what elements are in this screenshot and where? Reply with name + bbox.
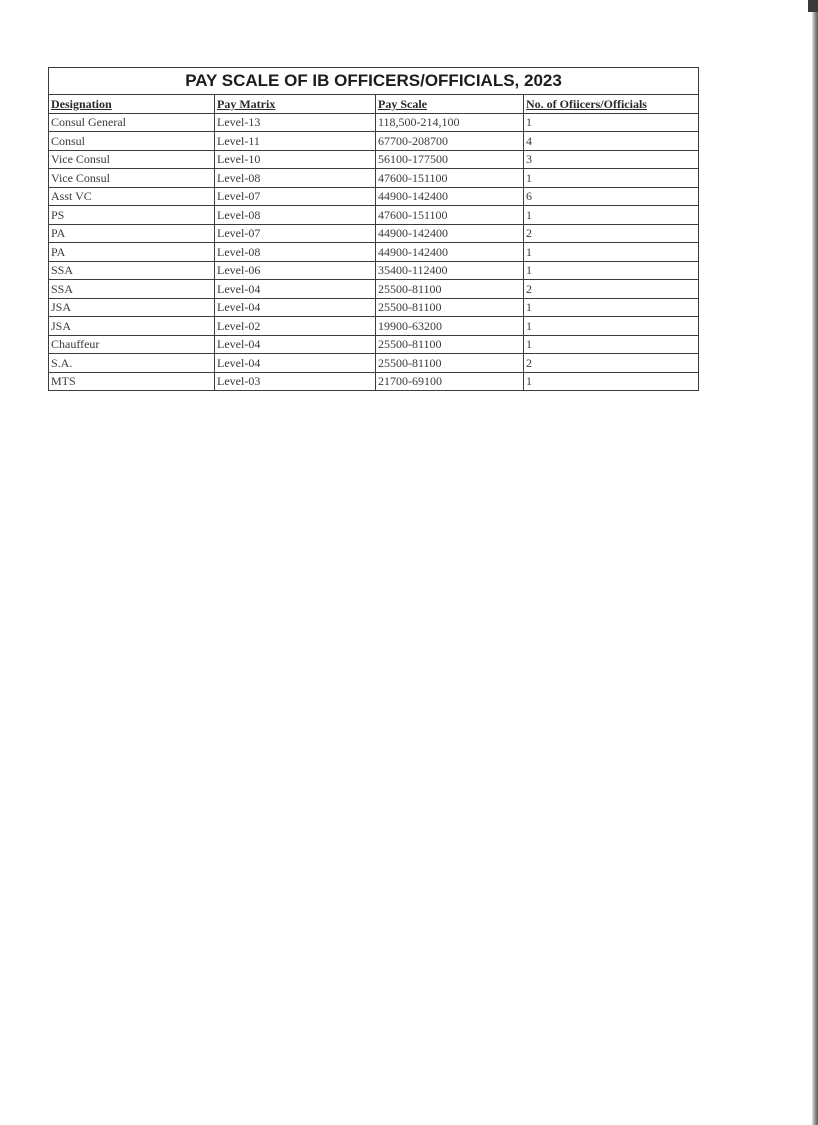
designation-cell: SSA bbox=[49, 280, 215, 299]
officer-count-cell: 1 bbox=[524, 243, 699, 262]
officer-count-cell: 1 bbox=[524, 261, 699, 280]
designation-cell: Vice Consul bbox=[49, 169, 215, 188]
designation-cell: Consul General bbox=[49, 113, 215, 132]
officer-count-cell: 6 bbox=[524, 187, 699, 206]
pay-matrix-cell: Level-13 bbox=[215, 113, 376, 132]
pay-matrix-cell: Level-11 bbox=[215, 132, 376, 151]
table-row bbox=[49, 298, 699, 317]
officer-count-cell: 1 bbox=[524, 372, 699, 391]
pay-matrix-cell: Level-10 bbox=[215, 150, 376, 169]
officer-count-cell: 3 bbox=[524, 150, 699, 169]
officer-count-cell: 1 bbox=[524, 206, 699, 225]
officer-count-cell: 1 bbox=[524, 113, 699, 132]
table-row bbox=[49, 150, 699, 169]
pay-scale-cell: 118,500-214,100 bbox=[376, 113, 524, 132]
pay-matrix-cell: Level-04 bbox=[215, 280, 376, 299]
pay-scale-cell: 25500-81100 bbox=[376, 298, 524, 317]
table-row bbox=[49, 224, 699, 243]
pay-matrix-cell: Level-08 bbox=[215, 243, 376, 262]
pay-scale-cell: 47600-151100 bbox=[376, 206, 524, 225]
pay-scale-cell: 44900-142400 bbox=[376, 243, 524, 262]
table-row bbox=[49, 335, 699, 354]
table-row bbox=[49, 187, 699, 206]
pay-scale-cell: 25500-81100 bbox=[376, 335, 524, 354]
column-header-officer-count: No. of Ofiicers/Officials bbox=[524, 95, 699, 114]
designation-cell: MTS bbox=[49, 372, 215, 391]
pay-matrix-cell: Level-08 bbox=[215, 169, 376, 188]
table-row bbox=[49, 132, 699, 151]
designation-cell: JSA bbox=[49, 317, 215, 336]
designation-cell: JSA bbox=[49, 298, 215, 317]
officer-count-cell: 1 bbox=[524, 298, 699, 317]
pay-scale-cell: 35400-112400 bbox=[376, 261, 524, 280]
pay-scale-table bbox=[48, 67, 699, 391]
pay-scale-cell: 25500-81100 bbox=[376, 280, 524, 299]
designation-cell: PA bbox=[49, 224, 215, 243]
table-row bbox=[49, 280, 699, 299]
pay-scale-cell: 19900-63200 bbox=[376, 317, 524, 336]
pay-scale-cell: 47600-151100 bbox=[376, 169, 524, 188]
pay-scale-cell: 21700-69100 bbox=[376, 372, 524, 391]
pay-scale-cell: 44900-142400 bbox=[376, 187, 524, 206]
designation-cell: Asst VC bbox=[49, 187, 215, 206]
table-row bbox=[49, 169, 699, 188]
pay-matrix-cell: Level-07 bbox=[215, 224, 376, 243]
pay-matrix-cell: Level-06 bbox=[215, 261, 376, 280]
column-header-pay-scale: Pay Scale bbox=[376, 95, 524, 114]
pay-matrix-cell: Level-02 bbox=[215, 317, 376, 336]
designation-cell: SSA bbox=[49, 261, 215, 280]
pay-matrix-cell: Level-04 bbox=[215, 335, 376, 354]
table-row bbox=[49, 206, 699, 225]
table-row bbox=[49, 317, 699, 336]
column-header-designation: Designation bbox=[49, 95, 215, 114]
table-row bbox=[49, 113, 699, 132]
table-row bbox=[49, 261, 699, 280]
table-title: PAY SCALE OF IB OFFICERS/OFFICIALS, 2023 bbox=[49, 68, 699, 95]
designation-cell: Chauffeur bbox=[49, 335, 215, 354]
pay-matrix-cell: Level-07 bbox=[215, 187, 376, 206]
pay-matrix-cell: Level-03 bbox=[215, 372, 376, 391]
table-row bbox=[49, 243, 699, 262]
pay-matrix-cell: Level-04 bbox=[215, 298, 376, 317]
pay-scale-cell: 67700-208700 bbox=[376, 132, 524, 151]
pay-matrix-cell: Level-04 bbox=[215, 354, 376, 373]
pay-scale-cell: 25500-81100 bbox=[376, 354, 524, 373]
column-header-pay-matrix: Pay Matrix bbox=[215, 95, 376, 114]
pay-matrix-cell: Level-08 bbox=[215, 206, 376, 225]
pay-scale-cell: 44900-142400 bbox=[376, 224, 524, 243]
officer-count-cell: 1 bbox=[524, 335, 699, 354]
designation-cell: PA bbox=[49, 243, 215, 262]
table-header-row bbox=[49, 95, 699, 114]
designation-cell: Vice Consul bbox=[49, 150, 215, 169]
designation-cell: Consul bbox=[49, 132, 215, 151]
table-title-row bbox=[49, 68, 699, 95]
scan-edge-corner bbox=[808, 0, 818, 12]
officer-count-cell: 1 bbox=[524, 169, 699, 188]
table-row bbox=[49, 372, 699, 391]
table-row bbox=[49, 354, 699, 373]
officer-count-cell: 2 bbox=[524, 280, 699, 299]
scan-edge-shadow bbox=[812, 0, 818, 1125]
officer-count-cell: 4 bbox=[524, 132, 699, 151]
officer-count-cell: 2 bbox=[524, 354, 699, 373]
officer-count-cell: 2 bbox=[524, 224, 699, 243]
designation-cell: S.A. bbox=[49, 354, 215, 373]
pay-scale-cell: 56100-177500 bbox=[376, 150, 524, 169]
officer-count-cell: 1 bbox=[524, 317, 699, 336]
designation-cell: PS bbox=[49, 206, 215, 225]
